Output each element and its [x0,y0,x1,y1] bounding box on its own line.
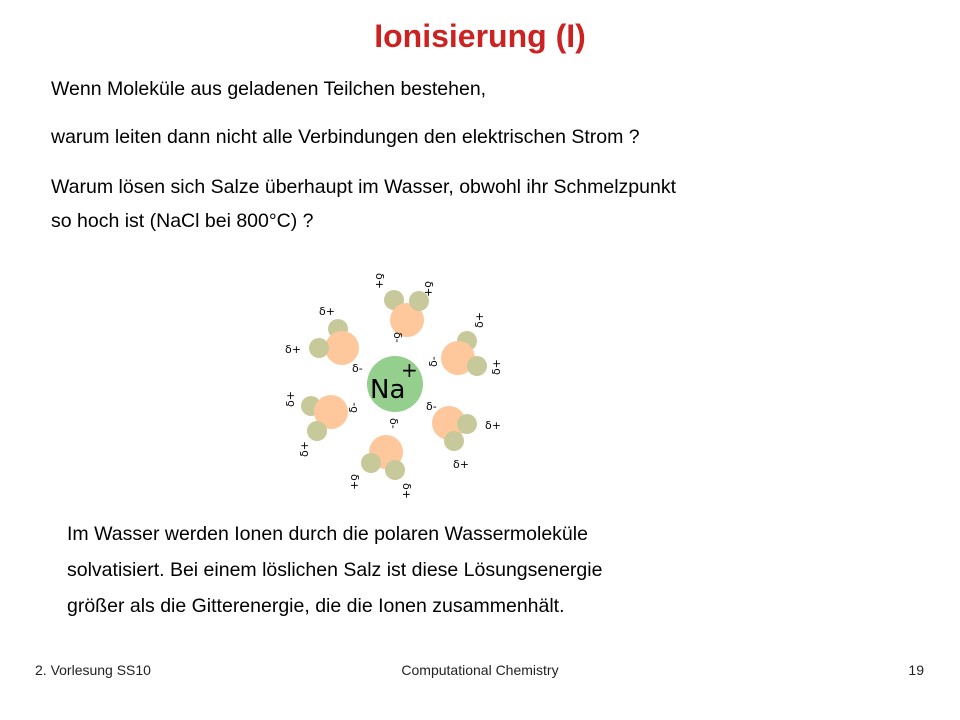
partial-charge-label: δ- [426,400,437,413]
partial-charge-label: δ+ [348,474,361,490]
partial-charge-label: δ+ [422,281,435,297]
hydrogen-atom [307,421,327,441]
explanation-line-3: größer als die Gitterenergie, die die Ionen zusammenhält. [67,595,565,617]
explanation-line-2: solvatisiert. Bei einem löslichen Salz ist diese Lösungsenergie [67,559,603,581]
partial-charge-label: δ+ [319,305,335,318]
hydrogen-atom [361,453,381,473]
water-molecule-3 [441,331,487,376]
partial-charge-label: δ+ [485,419,501,432]
partial-charge-label: δ+ [298,441,311,457]
partial-charge-label: δ+ [490,359,503,375]
partial-charge-label: δ+ [285,343,301,356]
partial-charge-label: δ- [352,362,363,375]
sodium-charge: + [401,358,418,382]
water-molecule-5 [432,406,477,451]
water-molecule-1 [384,290,429,337]
partial-charge-label: δ- [391,332,404,343]
slide-title: Ionisierung (I) [374,18,586,54]
hydrogen-atom [444,431,464,451]
intro-line-3: Warum lösen sich Salze überhaupt im Wasser, obwohl ihr Schmelzpunkt [51,176,676,198]
oxygen-atom [325,331,359,365]
water-molecule-6 [361,435,405,480]
intro-line-1: Wenn Moleküle aus geladenen Teilchen bestehen, [51,78,487,100]
sodium-symbol: Na [370,375,406,405]
footer-course: 2. Vorlesung SS10 [35,662,151,678]
intro-line-4: so hoch ist (NaCl bei 800°C) ? [51,210,314,232]
partial-charge-label: δ+ [284,391,297,407]
hydrogen-atom [457,414,477,434]
partial-charge-label: δ- [387,418,400,429]
sodium-hydration-diagram [270,260,520,505]
hydrogen-atom [309,338,329,358]
partial-charge-label: δ+ [373,273,386,289]
water-molecule-4 [301,395,348,441]
footer-title: Computational Chemistry [401,662,559,678]
partial-charge-label: δ+ [453,458,469,471]
hydrogen-atom [385,460,405,480]
hydrogen-atom [467,356,487,376]
partial-charge-label: δ+ [400,483,413,499]
page-number: 19 [908,662,924,678]
partial-charge-label: δ- [347,402,360,413]
partial-charge-label: δ+ [473,312,486,328]
explanation-line-1: Im Wasser werden Ionen durch die polaren Wassermoleküle [67,523,588,545]
intro-line-2: warum leiten dann nicht alle Verbindungen den elektrischen Strom ? [51,126,640,148]
partial-charge-label: δ- [427,356,440,367]
water-molecule-2 [309,319,359,365]
